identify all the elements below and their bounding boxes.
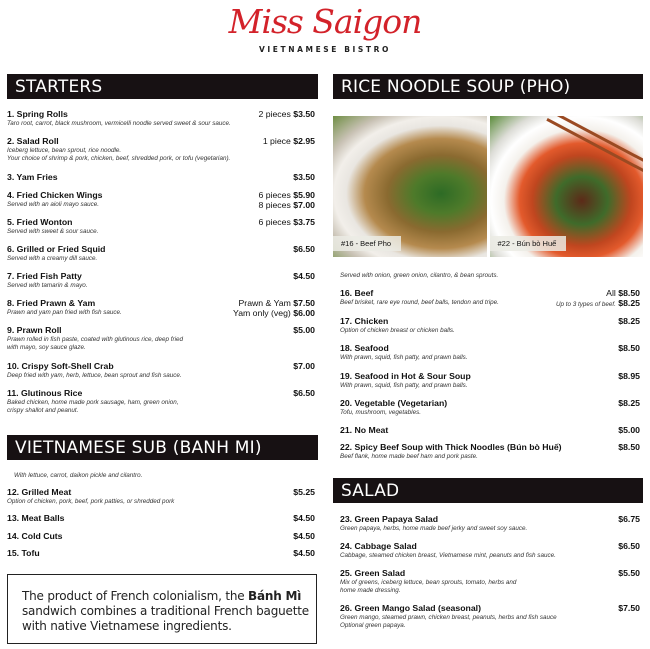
beef-pho-photo [333,116,487,257]
item-name: 3. Yam Fries [7,172,58,182]
item-name: 19. Seafood in Hot & Sour Soup [340,371,471,381]
item-description: with mayo, soy sauce glaze. [7,344,86,352]
item-description: Taro root, carrot, black mushroom, vermicelli noodle served sweet & sour sauce. [7,120,231,127]
item-name: 4. Fried Chicken Wings [7,190,103,200]
logo-tagline: VIETNAMESE BISTRO [258,45,391,54]
item-name: 1. Spring Rolls [7,109,68,119]
starters-list [7,109,315,424]
item-name: 11. Glutinous Rice [7,388,83,398]
menu-item [7,172,315,190]
item-price: $4.50 [293,530,315,541]
menu-item [7,513,315,531]
section-title-salad: SALAD [333,478,643,503]
item-description: Served with a creamy dill sauce. [7,255,98,262]
item-description: With prawn, squid, fish patty, and prawn balls. [340,382,468,389]
restaurant-logo [0,2,650,54]
item-description: Prawn rolled in fish paste, coated with glutinous rice, deep fried [7,336,184,343]
item-price: $8.50 [618,442,640,452]
item-name: 23. Green Papaya Salad [340,514,439,524]
item-description: Served with an aioli mayo sauce. [7,201,100,208]
section-title-banh-mi: VIETNAMESE SUB (BANH MI) [7,435,318,460]
item-description: Beef flank, home made beef ham and pork paste. [340,453,478,460]
item-description: Served with tamarin & mayo. [7,282,88,289]
item-description: Tofu, mushroom, vegetables. [340,409,421,416]
item-description: Iceberg lettuce, bean sprout, rice noodle. [7,147,122,154]
pho-note: Served with onion, green onion, cilantro, & bean sprouts. [340,272,499,279]
item-price: $3.50 [293,172,315,182]
item-description: Baked chicken, home made pork sausage, ham, green onion, [7,399,179,406]
menu-item [7,361,315,388]
menu-item [7,190,315,217]
item-name: 2. Salad Roll [7,136,59,146]
item-price: $7.00 [293,361,315,371]
item-description: Cabbage, steamed chicken breast, Vietnamese mint, peanuts and fish sauce. [340,552,556,559]
section-title-starters: STARTERS [7,74,318,99]
item-name: 18. Seafood [340,343,389,353]
item-price: $6.75 [618,514,640,524]
salad-list [340,514,640,638]
pho-section [333,74,643,99]
menu-item [7,388,315,424]
item-price: 6 pieces $5.90 8 pieces $7.00 [258,190,315,210]
bun-bo-hue-photo [490,116,644,257]
menu-item [7,487,315,513]
item-description: Prawn and yam pan fried with fish sauce. [7,309,122,316]
item-name: 14. Cold Cuts [7,530,63,541]
menu-item [7,271,315,298]
menu-item [340,442,640,469]
menu-item [7,298,315,325]
item-name: 21. No Meat [340,425,389,435]
item-description: crispy shallot and peanut. [7,407,79,415]
item-description: home made dressing. [340,587,401,595]
menu-item [340,514,640,541]
salad-section [333,478,643,503]
menu-item [7,244,315,271]
banh-mi-quote-box: The product of French colonialism, the Bánh Mì sandwich combines a traditional French baguette with native Vietnamese ingredients. [7,574,317,644]
banh-mi-list [7,487,315,566]
item-name: 9. Prawn Roll [7,325,62,335]
item-price: $7.50 [618,603,640,613]
photo-caption: #16 - Beef Pho [333,236,401,251]
item-price: 2 pieces $3.50 [258,109,315,119]
item-name: 20. Vegetable (Vegetarian) [340,398,448,408]
menu-item [7,325,315,361]
item-name: 24. Cabbage Salad [340,541,417,551]
item-price: 6 pieces $3.75 [258,217,315,227]
item-price: 1 piece $2.95 [262,136,315,146]
menu-item [7,109,315,136]
item-name: 16. Beef [340,288,374,298]
item-price: $4.50 [293,271,315,281]
item-price: $5.50 [618,568,640,578]
item-description: Optional green papaya. [340,622,406,630]
item-price: $5.25 [293,487,315,497]
item-name: 22. Spicy Beef Soup with Thick Noodles (Bún bò Huế) [340,442,562,452]
item-price: Prawn & Yam $7.50 Yam only (veg) $6.00 [233,298,315,318]
item-price: $4.50 [293,548,315,558]
item-name: 15. Tofu [7,548,40,558]
item-name: 8. Fried Prawn & Yam [7,298,96,308]
menu-item [340,288,640,316]
item-description: Your choice of shrimp & pork, chicken, beef, shredded pork, or tofu (vegetarian). [7,155,231,163]
item-name: 13. Meat Balls [7,513,65,523]
menu-item [340,568,640,603]
item-description: Mix of greens, iceberg lettuce, bean sprouts, tomato, herbs and [340,579,517,586]
item-description: Green mango, steamed prawn, chicken breast, peanuts, herbs and fish sauce [340,614,557,621]
item-name: 6. Grilled or Fried Squid [7,244,106,254]
item-description: Served with sweet & sour sauce. [7,228,99,235]
menu-item [340,603,640,638]
item-description: With prawn, squid, fish patty, and prawn balls. [340,354,468,361]
item-name: 17. Chicken [340,316,389,326]
menu-item [340,425,640,442]
item-description: Beef brisket, rare eye round, beef balls, tendon and tripe. [340,299,499,306]
item-price: $4.50 [293,513,315,523]
menu-item [7,136,315,172]
chopsticks-graphic [546,118,643,177]
item-price: $6.50 [618,541,640,551]
item-price: $8.50 [618,343,640,353]
menu-item [340,316,640,343]
starters-section [7,74,318,99]
menu-item [340,398,640,425]
item-price: $5.00 [293,325,315,335]
item-price: $8.95 [618,371,640,381]
item-price: $6.50 [293,244,315,254]
photo-caption: #22 - Bún bò Huế [490,236,567,251]
pho-list [340,288,640,469]
item-price: $8.25 [618,316,640,326]
menu-item [340,343,640,371]
menu-item [7,531,315,549]
item-name: 10. Crispy Soft-Shell Crab [7,361,114,371]
item-price: $5.00 [618,425,640,435]
item-name: 25. Green Salad [340,568,406,578]
menu-item [340,371,640,398]
item-name: 7. Fried Fish Patty [7,271,82,281]
pho-photos [333,116,643,257]
item-description: Deep fried with yam, herb, lettuce, bean sprout and fish sauce. [7,372,182,379]
menu-item [7,217,315,244]
menu-item [7,548,315,566]
item-name: 5. Fried Wonton [7,217,73,227]
banh-mi-note: With lettuce, carrot, daikon pickle and cilantro. [14,472,143,479]
item-description: Green papaya, herbs, home made beef jerky and sweet soy sauce. [340,525,528,532]
item-name: 12. Grilled Meat [7,487,72,497]
item-price: All $8.50 Up to 3 types of beef. $8.25 [555,288,640,308]
banh-mi-section [7,435,318,460]
item-price: $6.50 [293,388,315,398]
section-title-pho: RICE NOODLE SOUP (PHO) [333,74,643,99]
logo-wordmark: Miss Saigon [228,2,422,41]
item-description: Option of chicken breast or chicken balls. [340,327,455,334]
item-description: Option of chicken, pork, beef, pork patties, or shredded pork [7,498,175,505]
menu-item [340,541,640,568]
item-price: $8.25 [618,398,640,408]
item-name: 26. Green Mango Salad (seasonal) [340,603,481,613]
